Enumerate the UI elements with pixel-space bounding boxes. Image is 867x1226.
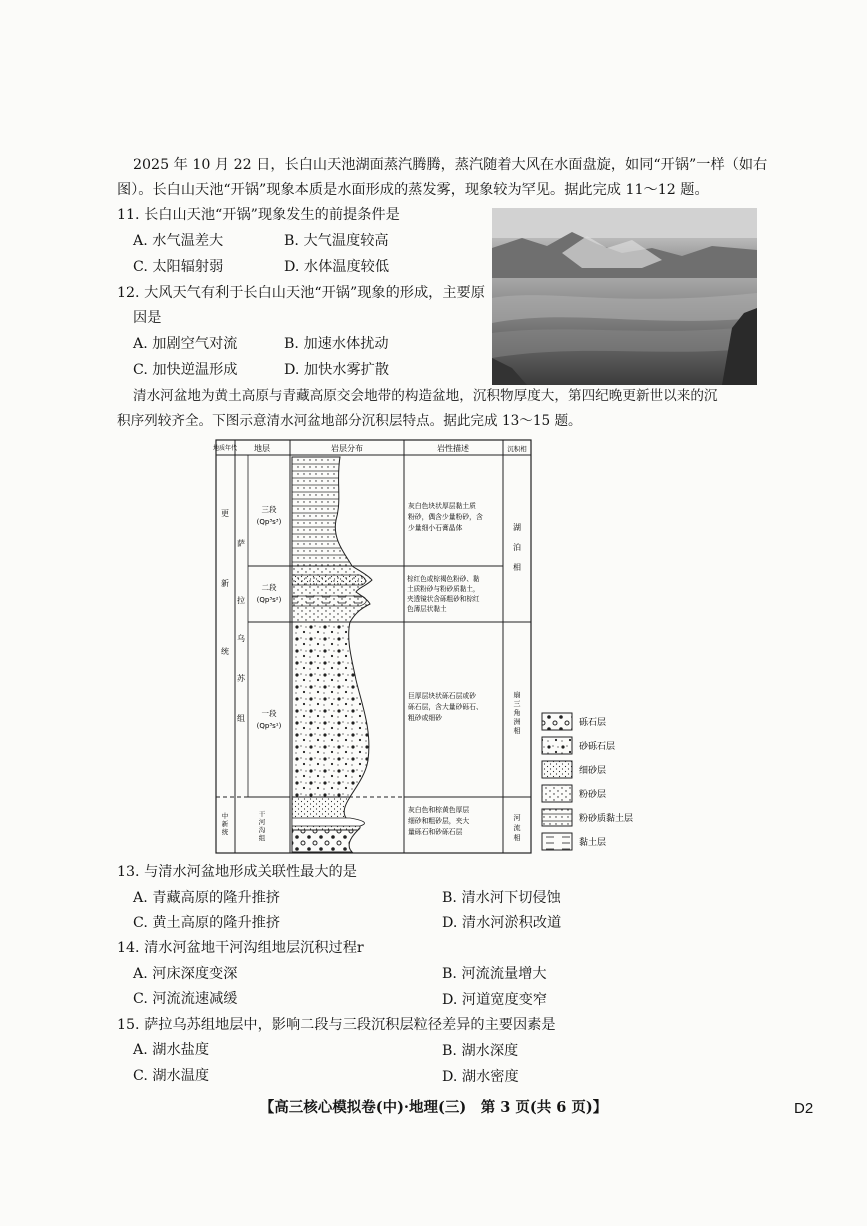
intro2-line2: 积序列较齐全。下图示意清水河盆地部分沉积层特点。据此完成 13～15 题。 bbox=[117, 413, 582, 429]
q11-option-c[interactable]: C. 太阳辐射弱 bbox=[133, 259, 224, 275]
legend-fine-sand: 细砂层 bbox=[579, 766, 607, 776]
q14-option-c[interactable]: C. 河流流速减缓 bbox=[133, 991, 238, 1007]
legend-swatch-fine-sand bbox=[542, 761, 572, 778]
intro1-line1: 2025 年 10 月 22 日，长白山天池湖面蒸汽腾腾，蒸汽随着大风在水面盘旋，如同“开锅”一样（如右 bbox=[133, 157, 768, 173]
legend bbox=[542, 713, 633, 850]
q14-option-d[interactable]: D. 河道宽度变窄 bbox=[442, 992, 548, 1008]
legend-swatch-sand-gravel bbox=[542, 737, 572, 754]
seg2-label: 二段 bbox=[261, 583, 277, 592]
q11-stem: 11. 长白山天池“开锅”现象发生的前提条件是 bbox=[117, 207, 400, 223]
seg3-label: 三段 bbox=[261, 505, 277, 514]
desc2-line3: 夹透镜状含砾粗砂和棕红 bbox=[407, 595, 480, 603]
desc1-line2: 砾石层，含大量砂砾石、 bbox=[408, 703, 483, 711]
era-lower-2: 新 bbox=[221, 820, 229, 828]
desc2-line1: 棕红色或棕褐色粉砂、黏 bbox=[407, 575, 480, 583]
gan-char-1: 干 bbox=[258, 810, 266, 818]
q12-option-a[interactable]: A. 加剧空气对流 bbox=[133, 336, 238, 352]
gan-char-3: 沟 bbox=[258, 826, 266, 834]
legend-swatch-gravel bbox=[542, 713, 572, 730]
rock-seg3 bbox=[292, 457, 352, 566]
q12-option-d[interactable]: D. 加快水雾扩散 bbox=[284, 362, 390, 378]
legend-silt: 粉砂层 bbox=[579, 790, 607, 800]
q13-stem: 13. 与清水河盆地形成关联性最大的是 bbox=[117, 864, 357, 880]
era-upper-2: 新 bbox=[221, 579, 229, 588]
tianchi-photo bbox=[492, 208, 757, 385]
formation-char-3: 乌 bbox=[237, 634, 245, 643]
legend-sand-gravel: 砂砾石层 bbox=[579, 742, 616, 752]
legend-clay: 黏土层 bbox=[579, 838, 607, 848]
desc0-line2: 细砂和粗砂层，夹大 bbox=[408, 817, 470, 825]
desc3-line2: 粉砂，偶含少量粉砂，含 bbox=[408, 513, 483, 521]
legend-silty-clay: 粉砂质黏土层 bbox=[579, 814, 634, 824]
header-rock-distribution: 岩层分布 bbox=[331, 444, 363, 453]
q13-option-a[interactable]: A. 青藏高原的隆升推挤 bbox=[133, 890, 280, 906]
q15-option-c[interactable]: C. 湖水温度 bbox=[133, 1068, 210, 1084]
page-footer: 【高三核心模拟卷(中)·地理(三) 第 3 页(共 6 页)】 bbox=[259, 1099, 608, 1116]
paper-code: D2 bbox=[794, 1100, 814, 1117]
q15-stem: 15. 萨拉乌苏组地层中，影响二段与三段沉积层粒径差异的主要因素是 bbox=[117, 1017, 556, 1033]
facies-lake-3: 相 bbox=[513, 563, 521, 572]
legend-swatch-clay bbox=[542, 833, 572, 850]
q13-option-c[interactable]: C. 黄土高原的隆升推挤 bbox=[133, 915, 281, 931]
legend-gravel: 砾石层 bbox=[579, 718, 607, 728]
q12-stem: 12. 大风天气有利于长白山天池“开锅”现象的形成，主要原 bbox=[117, 285, 485, 301]
q14-option-b[interactable]: B. 河流流量增大 bbox=[442, 966, 547, 982]
q14-stem: 14. 清水河盆地干河沟组地层沉积过程r bbox=[117, 940, 364, 956]
desc2-line2: 土质粉砂与粉砂质黏土， bbox=[407, 585, 480, 593]
gan-char-4: 组 bbox=[258, 834, 266, 842]
intro1-line2: 图）。长白山天池“开锅”现象本质是水面形成的蒸发雾，现象较为罕见。据此完成 11～12 题。 bbox=[117, 182, 709, 198]
header-stratum: 地层 bbox=[254, 444, 270, 453]
desc1-line3: 粗砂或细砂 bbox=[408, 714, 442, 722]
header-lithology: 岩性描述 bbox=[437, 444, 469, 453]
header-era: 地质年代 bbox=[213, 445, 238, 452]
rock-seg2 bbox=[292, 566, 372, 622]
era-upper-3: 统 bbox=[221, 647, 229, 656]
formation-char-5: 组 bbox=[237, 714, 245, 723]
intro2-line1: 清水河盆地为黄土高原与青藏高原交会地带的构造盆地，沉积物厚度大，第四纪晚更新世以来的沉 bbox=[133, 388, 718, 404]
desc0-line1: 灰白色和棕黄色厚层 bbox=[408, 806, 470, 814]
q11-option-a[interactable]: A. 水气温差大 bbox=[133, 233, 224, 249]
facies-lake-1: 湖 bbox=[513, 523, 521, 532]
header-facies: 沉积相 bbox=[507, 445, 527, 453]
q13-option-d[interactable]: D. 清水河淤积改道 bbox=[442, 915, 562, 931]
q14-option-a[interactable]: A. 河床深度变深 bbox=[133, 966, 238, 982]
facies-delta-2: 三 bbox=[513, 700, 521, 708]
stratigraphy-figure bbox=[213, 438, 653, 856]
formation-char-2: 拉 bbox=[237, 596, 245, 605]
desc2-line4: 色薄层状黏土 bbox=[407, 605, 447, 613]
q15-option-a[interactable]: A. 湖水盐度 bbox=[133, 1042, 210, 1058]
desc0-line3: 量砾石和砂砾石层 bbox=[408, 828, 463, 836]
seg1-label: 一段 bbox=[261, 709, 277, 718]
seg1-code: (Qp³s¹) bbox=[256, 722, 282, 730]
facies-river-3: 相 bbox=[513, 834, 521, 842]
rock-lower-gravel bbox=[292, 830, 358, 852]
tianchi-photo-drawing bbox=[492, 208, 757, 385]
q12-option-c[interactable]: C. 加快逆温形成 bbox=[133, 362, 238, 378]
legend-swatch-silt bbox=[542, 785, 572, 802]
q15-option-b[interactable]: B. 湖水深度 bbox=[442, 1043, 519, 1059]
desc3-line3: 少量细小石膏晶体 bbox=[408, 524, 463, 532]
seg2-code: (Qp³s²) bbox=[256, 596, 282, 604]
formation-char-1: 萨 bbox=[237, 539, 245, 548]
facies-lake-2: 泊 bbox=[513, 543, 521, 552]
era-upper-1: 更 bbox=[221, 509, 229, 518]
facies-delta-3: 角 bbox=[513, 709, 521, 717]
gan-char-2: 河 bbox=[258, 818, 266, 826]
q11-option-d[interactable]: D. 水体温度较低 bbox=[284, 259, 390, 275]
q11-option-b[interactable]: B. 大气温度较高 bbox=[284, 233, 389, 249]
legend-swatch-silty-clay bbox=[542, 809, 572, 826]
facies-river-1: 河 bbox=[513, 814, 521, 822]
era-lower-3: 统 bbox=[221, 828, 229, 836]
q12-stem-cont: 因是 bbox=[133, 310, 162, 326]
formation-char-4: 苏 bbox=[237, 674, 245, 683]
facies-river-2: 流 bbox=[513, 824, 521, 832]
era-lower-1: 中 bbox=[221, 812, 229, 820]
q15-option-d[interactable]: D. 湖水密度 bbox=[442, 1069, 519, 1085]
seg3-code: (Qp³s³) bbox=[256, 518, 282, 526]
q12-option-b[interactable]: B. 加速水体扰动 bbox=[284, 336, 389, 352]
facies-delta-1: 扇 bbox=[513, 691, 521, 699]
facies-delta-4: 洲 bbox=[513, 718, 521, 726]
desc3-line1: 灰白色块状厚层黏土质 bbox=[408, 502, 476, 510]
facies-delta-5: 相 bbox=[513, 727, 521, 735]
desc1-line1: 巨厚层块状砾石层或砂 bbox=[408, 692, 476, 700]
q13-option-b[interactable]: B. 清水河下切侵蚀 bbox=[442, 890, 561, 906]
rock-seg1 bbox=[292, 622, 369, 797]
